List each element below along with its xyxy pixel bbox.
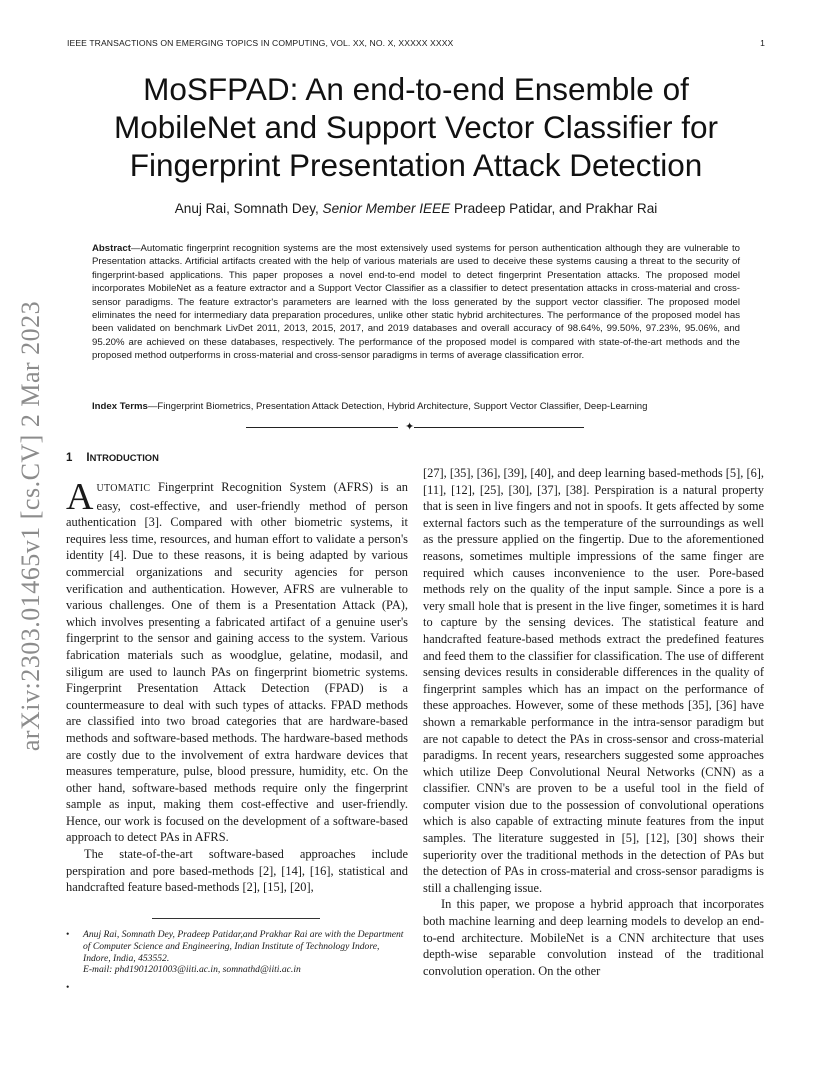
paragraph-text: Fingerprint Recognition System (AFRS) is an easy, cost-effective, and user-friendly method of person authentication [3]. Compared with other biometric systems, it requires less time, resources, and human effort to validate a person's identity [4]. Due to these reasons, it is being adapted by various commercial organizations and security agencies for person verification and authentication. However, AFRS are vulnerable to various challenges. One of them is a Presentation Attack (PA), which involves presenting a fabricated artifact of a genuine user's fingerprint to the sensor and gaining access to the system. Various fabrication materials such as woodglue, gelatine, modasil, and siligum are used to launch PAs on fingerprint biometric systems. Fingerprint Presentation Attack Detection (FPAD) is a countermeasure to deal with such types of attacks. FPAD methods are classified into two broad categories that are hardware-based methods and software-based methods. The hardware-based methods are costly due to the involvement of extra hardware devices that measures temperature, pulse, blood pressure, humidity, etc. On the other hand, software-based methods require only the fingerprint sample as input, making them cost-effective and user-friendly. Hence, our work is focused on the development of a software-based approach to detect PAs in AFRS. [66,480,408,845]
paragraph: The state-of-the-art software-based approaches include perspiration and pore based-methods [2], [14], [16], statistical and handcrafted feature based-methods [2], [15], [20], [66,847,408,895]
section-divider [246,420,584,434]
journal-name: IEEE TRANSACTIONS ON EMERGING TOPICS IN COMPUTING, VOL. XX, NO. X, XXXXX XXXX [67,38,454,48]
paragraph: In this paper, we propose a hybrid approach that incorporates both machine learning and deep learning models to develop an end-to-end architecture. MobileNet is a CNN architecture that uses depth-wise separable convolution instead of the traditional convolution operation. On the other [423,897,764,978]
right-column [423,465,764,979]
divider-diamond-icon: ✦ [405,420,415,433]
divider-rule-left [246,427,398,428]
authors-first: Anuj Rai, Somnath Dey, [174,201,323,216]
drop-cap: A [66,476,94,518]
section-heading [66,452,159,464]
authors-rest: Pradeep Patidar, and Prakhar Rai [450,201,658,216]
arxiv-sidebar [5,288,57,764]
author-line [68,201,764,216]
arxiv-stamp: arXiv:2303.01465v1 [cs.CV] 2 Mar 2023 [16,300,45,752]
section-title-rest: NTRODUCTION [89,452,159,463]
author-role: Senior Member IEEE [322,201,451,216]
running-header [67,38,765,48]
index-terms-text: —Fingerprint Biometrics, Presentation Attack Detection, Hybrid Architecture, Support Vector Classifier, Deep-Learning [147,401,648,412]
paragraph [66,476,408,846]
email-text: E-mail: phd1901201003@iiti.ac.in, somnathd@iiti.ac.in [83,964,301,976]
abstract-text: —Automatic fingerprint recognition systems are the most extensively used systems for person authentication although they are vulnerable to Presentation attacks. Artificial artifacts created with the help of various materials are used to deceive these systems causing a threat to the security of fingerprint-based applications. This paper proposes a novel end-to-end model to detect fingerprint Presentation attacks. The proposed model incorporates MobileNet as a feature extractor and a Support Vector Classifier as a classifier to detect presentation attacks in cross-material and cross-sensor paradigms. The feature extractor's parameters are learned with the loss generated by the support vector classifier. The proposed model eliminates the need for intermediary data preparation procedures, unlike other static hybrid architectures. The performance of the proposed model has been validated on benchmark LivDet 2011, 2013, 2015, 2017, and 2019 databases and overall accuracy of 98.64%, 99.50%, 97.23%, 95.06%, and 95.20% are achieved on these databases, respectively. The performance of the proposed model is compared with state-of-the-art methods and the proposed method outperforms in cross-material and cross-sensor paradigms in terms of average classification error. [92,243,740,362]
index-terms [92,400,740,413]
abstract-label: Abstract [92,243,131,254]
affiliation-text: Anuj Rai, Somnath Dey, Pradeep Patidar,and Prakhar Rai are with the Department of Computer Science and Engineering, Indian Institute of Technology Indore, Indore, India, 453552. [83,929,404,964]
footnote-rule [152,918,320,919]
page-number: 1 [760,38,765,48]
abstract [92,242,740,363]
section-number: 1 [66,452,73,464]
bullet-icon: • [66,929,70,940]
footnote [66,929,408,994]
footnote-item [66,929,408,976]
paragraph: [27], [35], [36], [39], [40], and deep learning based-methods [5], [6], [11], [12], [25], [30], [37], [38]. Perspiration is a natural property that is seen in live fingers and not in spoofs. It gets affected by some external factors such as the temperature of the surroundings as well as the pressure applied on the fingertip. Due to the aforementioned reasons, sometimes multiple impressions of the same finger are required which causes inconvenience to the user. Pore-based methods rely on the quality of the input sample. Since a pore is a very small hole that is present in the live finger, sometimes it is hard to capture by the sensing devices. The statistical feature and handcrafted feature-based methods extract the predefined features and feed them to the classifier for classification. The use of different sensing devices results in considerable differences in the quality of fingerprint samples which has an impact on the performance of these approaches. However, some of these methods [35], [36] have shown a remarkable performance in the intra-sensor paradigm but are not capable to detect the PAs in cross-sensor and cross-material paradigms. In recent years, researchers suggested some approaches which utilize Deep Convolutional Neural Networks (CNN) as a classifier. CNN's are proven to be a useful tool in the field of computer vision due to the possession of convolutional operations which is also capable of extracting minute features from the input samples. The literature suggested in [5], [12], [30] shows their superiority over the traditional methods in the detection of PAs but the detection of PAs in cross-material and cross-sensor paradigms is still a challenging issue. [423,466,764,895]
paper-title: MoSFPAD: An end-to-end Ensemble of MobileNet and Support Vector Classifier for Fingerprint Presentation Attack Detection [113,71,719,183]
smallcaps-word: UTOMATIC [96,483,151,494]
bullet-icon: • [66,982,70,994]
footnote-item-empty [66,982,408,994]
divider-rule-right [414,427,584,428]
index-terms-label: Index Terms [92,401,148,412]
section-first-letter: I [86,452,90,464]
left-column [66,476,408,896]
